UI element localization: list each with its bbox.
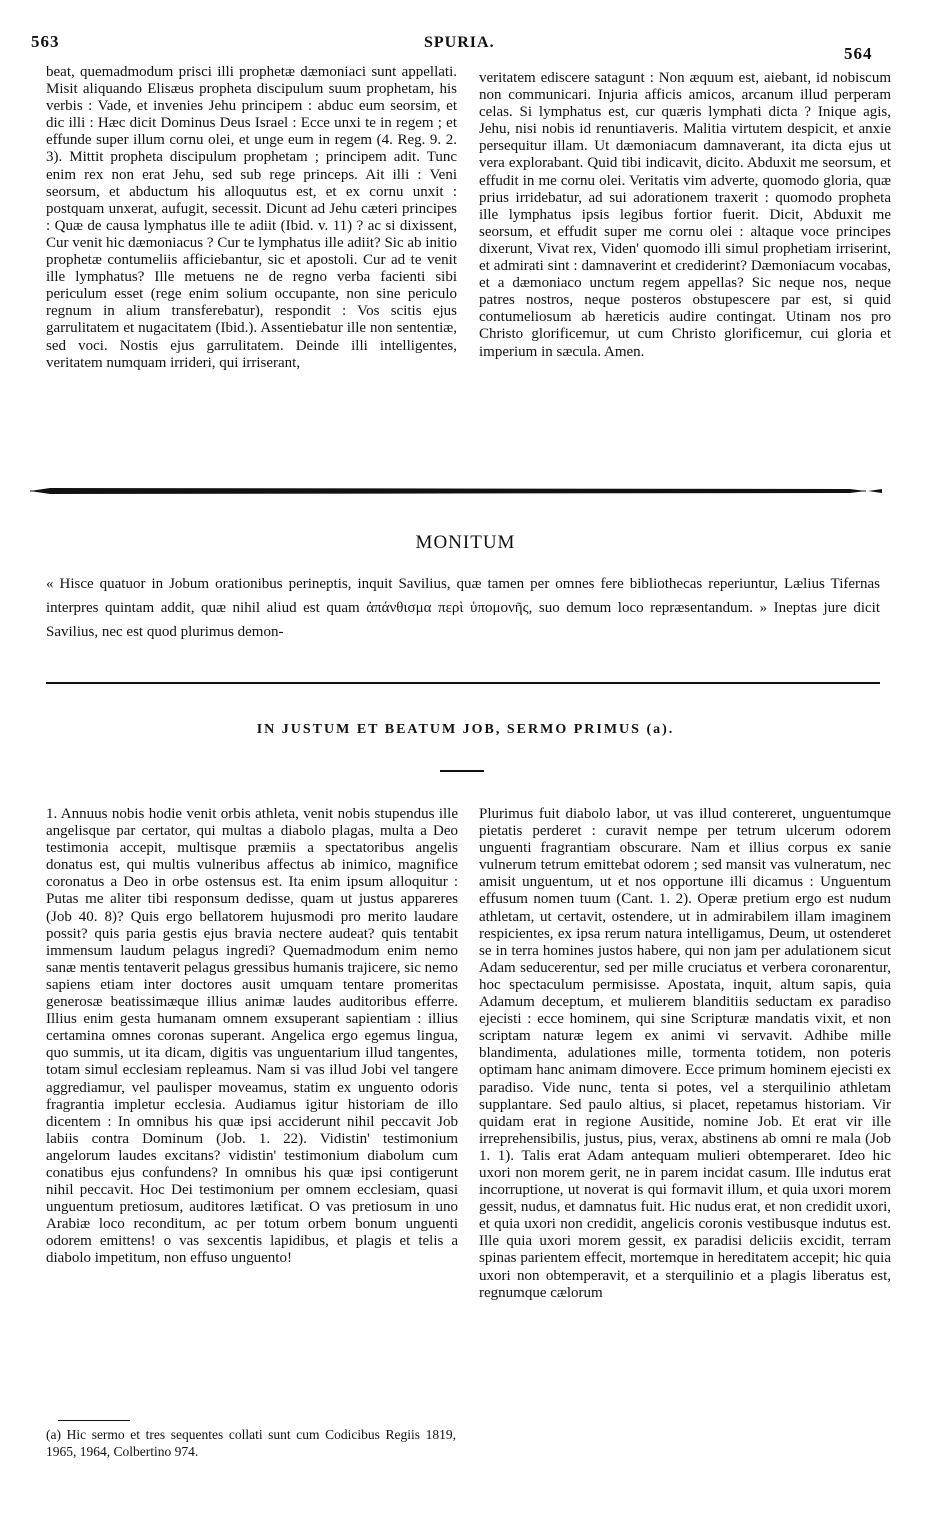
page-number-right: 564 bbox=[844, 44, 873, 63]
section-divider bbox=[46, 682, 880, 684]
monitum-title: MONITUM bbox=[415, 532, 516, 553]
body-left-column: 1. Annuus nobis hodie venit orbis athleta, venit nobis stupendus ille angelisque par certator, qui multas a diabolo plagas, multa a Deo testimonia accepit, multisque præmiis a spectatoribus angelis donatus est, qui multis vulneribus affectus ab inimico, magnifice coronatus a Deo in orbe ostensus est. Ita enim ipsum alloquitur : Putas me aliter tibi responsum dedisse, quam ut justus appareres (Job 40. 8)? Quis ergo bellatorem hujusmodi pro merito laudare possit? quis paria gestis ejus bravia nectere audeat? quis tentabit immensum laudum pelagus ingredi? Quemadmodum enim nemo sanæ mentis tentaverit pelagus gressibus humanis trajicere, sic nemo sapiens etiam inter doctores ausit umquam tentare promeritas generosæ beatissimæque illius animæ laudes auditoribus efferre. Illius enim gesta humanam omnem exsuperant sapientiam : illius certamina omnes coronas superant. Angelica ergo egemus lingua, quo summis, ut ita dicam, digitis vas unguentarium illud tangentes, totam simul ecclesiam repleamus. Nam si vas illud Jobi vel tangere aggrediamur, vel paulisper moveamus, statim ex unguento odoris fragrantia impletur ecclesia. Audiamus igitur historiam de illo dicentem : In omnibus his quæ ipsi acciderunt nihil peccavit Job labiis contra Dominum (Job. 1. 22). Vidistin' testimonium angelorum laudes excitans? vidistin' testimonium diabolum cum conatibus ejus confundens? In omnibus his quæ ipsi contigerunt nihil peccavit. Hoc Dei testimonium per omnem ecclesiam, quasi unguentum pretiosum, auditores lætificat. O vas pretiosum in uno Arabiæ loco reconditum, ac per totum orbem bonum unguenti odorem emittens! o vas sexcentis lapidibus, et plagis et telis a diabolo impetitum, non effuso unguento! bbox=[46, 806, 458, 1267]
body-right-column: Plurimus fuit diabolo labor, ut vas illud contereret, unguentumque pietatis perderet : curavit nempe per tetrum ulcerum odorem unguenti fragrantiam obscurare. Nam et illius corpus ex sanie vulnerum tetrum emittebat odorem ; sed mansit vas vulneratum, nec amisit unguentum, ut et nos opportune illi dicamus : Unguentum effusum nomen tuum (Cant. 1. 2). Operæ pretium ergo est nudum athletam, ut certavit, ostendere, ut in admirabilem illam imaginem respicientes, ex ipsa rerum natura intelligamus, Deum, ut ostenderet se in terra homines justos habere, qui non jam per adulationem sicut Adam seducerentur, sed per mille cruciatus et verbera coronarentur, hoc spectaculum permisisse. Apostata, inquit, altum sapis, quia Adamum deceptum, et mulierem blanditiis seductam ex paradiso ejecisti : ecce hominem, qui sine Scripturæ mandatis vixit, et non scriptam naturæ legem ex animi vi servavit. Adhibe mille blandimenta, adulationes mille, tormenta totidem, non poteris optimam hanc animam dimovere. Ecce primum hominem ejecisti ex paradiso. Vide nunc, tenta si potes, vel a sterquilinio athletam supplantare. Sed paulo altius, si placet, repetamus historiam. Vir quidam erat in regione Ausitide, nomine Job. Et erat vir ille irreprehensibilis, justus, pius, verax, abstinens ab omni re mala (Job 1. 1). Talis erat Adam antequam mulieri obtemperaret. Ideo hic uxori non morem gerit, ne in parem incidat casum. Ille indutus erat incorruptione, ut noverat is qui formavit illum, et quia uxori morem gessit, nudus, et damnatus fuit. Hic nudus erat, et non credidit uxori, et quia uxori non credidit, angelicis coronis vestibusque indutus est. Ille quia uxori morem gessit, ex paradisi deliciis excidit, terram spinas parientem effecit, mortemque in hereditatem accepit; hic quia uxori non obtemperavit, et a sterquilinio et a plagis liberatus est, regnumque cælorum bbox=[479, 806, 891, 1301]
page-number-left: 563 bbox=[31, 32, 60, 51]
ornamental-divider bbox=[30, 486, 882, 496]
running-title: SPURIA. bbox=[424, 34, 495, 51]
top-right-column: veritatem ediscere satagunt : Non æquum est, aiebant, id nobiscum non communicari. Injuria afficis amicos, arcanum illud perperam celas. Si lymphatus est, cur quæris lymphati dicta ? Inique agis, Jehu, nisi nobis id renuntiaveris. Malitia virtutem despicit, et anxie persequitur illam. Ut dæmoniacum damnaverant, ita dicta ejus ut vera explorabant. Quid tibi indicavit, dicito. Abduxit me seorsum, et effudit in me cornu olei. Veritatis vim adverte, quomodo gloria, quæ prius irridebatur, ad sui adorationem traxerit : quomodo propheta ille lymphatus ipsis legibus fortior fuerit. Dicit, Abduxit me seorsum, et effudit super me cornu olei : altaque voce principes dixerunt, Vivat rex, Viden' quomodo illi simul prophetiam irriserint, et admirati sint : damnaverint et crediderint? Dæmoniacum vocabas, et a dæmoniaco unctum regem appellas? Sic neque nos, neque patres nostros, neque posteros obstupescere par est, si quid contumeliosum ab hæreticis audire contingat. Utinam nos pro Christo glorificemur, ut cum Christo glorificemur, cui gloria et imperium in sæcula. Amen. bbox=[479, 70, 891, 360]
monitum-text: « Hisce quatuor in Jobum orationibus perineptis, inquit Savilius, quæ tamen per omnes fere bibliothecas reperiuntur, Lælius Tifernas interpres quintam addit, quæ nihil aliud est quam ἀπάνθισμα περὶ ὑπομονῆς, suo demum loco repræsentandum. » Ineptas jure dicit Savilius, nec est quod plurimus demon- bbox=[46, 576, 880, 640]
footnote-rule bbox=[58, 1420, 130, 1421]
sermon-title: IN JUSTUM ET BEATUM JOB, SERMO PRIMUS (a). bbox=[256, 722, 675, 737]
title-underline bbox=[440, 770, 484, 772]
footnote: (a) Hic sermo et tres sequentes collati sunt cum Codicibus Regiis 1819, 1965, 1964, Colbertino 974. bbox=[46, 1427, 456, 1459]
top-left-column: beat, quemadmodum prisci illi prophetæ dæmoniaci sunt appellati. Misit aliquando Elisæus propheta discipulum suum prophetam, his verbis : Vade, et invenies Jehu principem : abduc eum seorsim, et dic illi : Hæc dicit Dominus Deus Israel : Ecce unxi te in regem ; et effunde super illum cornu olei, et unge eum in regem (4. Reg. 9. 2. 3). Mittit propheta discipulum prophetam ; principem adit. Tunc enim rex non erat Jehu, sed sub rege princeps. Ait illi : Veni seorsum, et abductum his alloquutus est, et ex cornu unxit : postquam unxerat, aufugit, secessit. Dicunt ad Jehu cæteri principes : Quæ de causa lymphatus ille te adiit (Ibid. v. 11) ? ac si dixissent, Cur venit hic dæmoniacus ? Cur te lymphatus ille adiit? Sic ab initio prophetæ contumeliis afficiebantur, sic et apostoli. Cur ad te venit ille lymphatus? Ille metuens ne de regno verba facienti sibi periculum esset (rege enim solium occupante, non sine periculo regnum in alium transferebatur), respondit : Vos scitis ejus garrulitatem et nugacitatem (Ibid.). Assentiebatur ille non sententiæ, sed voci. Nostis ejus garrulitatem. Deinde illi intelligentes, veritatem numquam irrideri, qui irriserant, bbox=[46, 64, 457, 371]
